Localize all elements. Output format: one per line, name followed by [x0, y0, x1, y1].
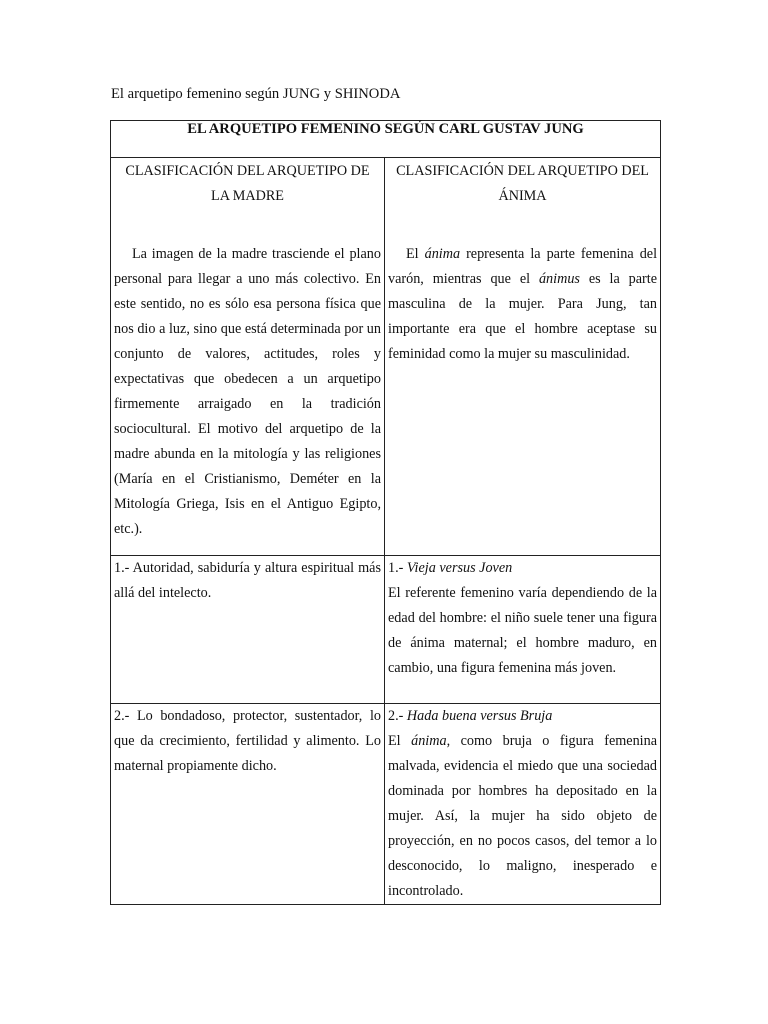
anima-item-2-p1: El: [388, 733, 412, 749]
anima-term: ánima: [424, 246, 461, 262]
document-title: El arquetipo femenino según JUNG y SHINODA: [111, 86, 401, 102]
anima-item-2-body: [385, 729, 660, 904]
table-row: [111, 556, 661, 704]
anima-item-1-body: El referente femenino varía dependiendo de la edad del hombre: el niño suele tener una figura de ánima maternal; el hombre maduro, en cambio, una figura femenina más joven.: [388, 585, 658, 676]
anima-item-2-title-text: Hada buena versus Bruja: [406, 708, 553, 724]
table-header: EL ARQUETIPO FEMENINO SEGÚN CARL GUSTAV JUNG: [111, 121, 661, 158]
archetype-table: [110, 120, 661, 905]
anima-intro-p3: es la parte masculina de la mujer. Para Jung, tan importante era que el hombre aceptase su feminidad como la mujer su masculinidad.: [388, 271, 658, 362]
anima-item-1-number: 1.-: [388, 560, 407, 576]
anima-intro-p1: El: [406, 246, 425, 262]
anima-intro-p2: representa la parte femenina del varón, mientras que el: [388, 246, 658, 287]
spacer: [385, 209, 660, 242]
anima-archetype-cell: [385, 158, 661, 556]
spacer: [111, 209, 384, 242]
anima-item-2-title: [385, 704, 660, 729]
animus-term: ánimus: [538, 271, 580, 287]
mother-item-1-text: 1.- Autoridad, sabiduría y altura espiritual más allá del intelecto.: [114, 560, 381, 601]
table-row: [111, 158, 661, 556]
anima-item-2-p2: , como bruja o figura femenina malvada, evidencia el miedo que una sociedad dominada por hombres ha depositado en la mujer. Así, la mujer ha sido objeto de proyección, en no pocos casos, del temor a lo desconocido, lo maligno, inesperado e incontrolado.: [388, 733, 658, 899]
mother-intro-text: [111, 242, 384, 542]
mother-item-2-text: 2.- Lo bondadoso, protector, sustentador, lo que da crecimiento, fertilidad y alimento. Lo maternal propiamente dicho.: [114, 708, 381, 774]
anima-item-2-term: ánima: [411, 733, 447, 749]
mother-item-2-cell: [111, 704, 385, 905]
anima-item-2-number: 2.-: [388, 708, 407, 724]
mother-archetype-cell: [111, 158, 385, 556]
anima-intro-text: [385, 242, 660, 367]
anima-item-1-title-text: Vieja versus Joven: [406, 560, 513, 576]
mother-column-heading: CLASIFICACIÓN DEL ARQUETIPO DE LA MADRE: [125, 163, 370, 204]
anima-column-heading: CLASIFICACIÓN DEL ARQUETIPO DEL ÁNIMA: [396, 163, 649, 204]
mother-intro-content: La imagen de la madre trasciende el plano personal para llegar a uno más colectivo. En este sentido, no es sólo esa persona física que nos dio a luz, sino que está determinada por un conjunto de valores, actitudes, roles y expectativas que obedecen a un arquetipo firmemente arraigado en la tradición sociocultural. El motivo del arquetipo de la madre abunda en la mitología y las religiones (María en el Cristianismo, Deméter en la Mitología Griega, Isis en el Antiguo Egipto, etc.).: [114, 246, 381, 537]
anima-item-1-cell: [385, 556, 661, 704]
table-header-row: [111, 121, 661, 158]
anima-item-1-title: [385, 556, 660, 581]
table-row: [111, 704, 661, 905]
mother-item-1-cell: [111, 556, 385, 704]
anima-item-2-cell: [385, 704, 661, 905]
